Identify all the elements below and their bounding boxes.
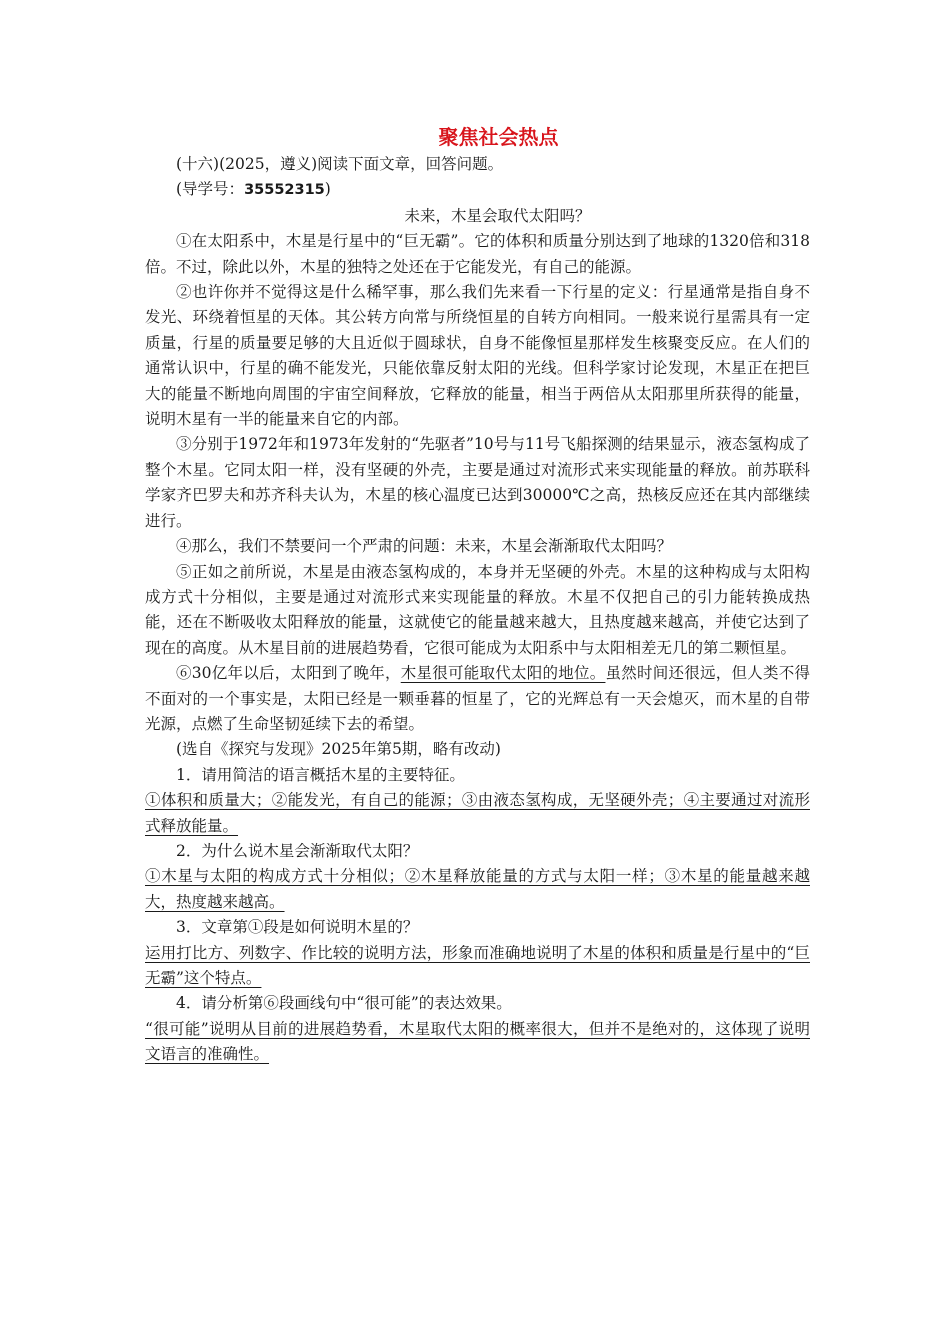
source-citation: (选自《探究与发现》2025年第5期，略有改动) (176, 740, 501, 759)
question-4: 4．请分析第⑥段画线句中“很可能”的表达效果。 (176, 994, 512, 1013)
paragraph-6 (145, 661, 810, 737)
question-text: 文章第①段是如何说明木星的？ (201, 918, 419, 937)
question-number: 1 (176, 765, 186, 784)
question-text: 为什么说木星会渐渐取代太阳？ (201, 841, 419, 860)
answer-1 (145, 788, 810, 839)
guide-number-line (145, 177, 810, 203)
worksheet-page (145, 122, 810, 1068)
question-1: 1．请用简洁的语言概括木星的主要特征。 (176, 765, 465, 784)
answer-text: “很可能”说明从目前的进展趋势看，木星取代太阳的概率很大，但并不是绝对的，这体现了说明文语言的准确性。 (145, 1019, 810, 1064)
answer-text: ①体积和质量大；②能发光，有自己的能源；③由液态氢构成，无坚硬外壳；④主要通过对流形式释放能量。 (145, 791, 810, 835)
page-title: 聚焦社会热点 (438, 125, 559, 149)
paragraph-4: ④那么，我们不禁要问一个严肃的问题：未来，木星会渐渐取代太阳吗？ (176, 537, 673, 556)
question-3: 3．文章第①段是如何说明木星的？ (176, 918, 419, 937)
underlined-sentence: 木星很可能取代太阳的地位。 (400, 664, 606, 683)
paragraph-2: ②也许你并不觉得这是什么稀罕事，那么我们先来看一下行星的定义：行星通常是指自身不发光、环绕着恒星的天体。其公转方向常与所绕恒星的自转方向相同。一般来说行星需具有一定质量，行星的质量要足够的大且近似于圆球状，自身不能像恒星那样发生核聚变反应。在人们的通常认识中，行星的确不能发光，只能依靠反射太阳的光线。但科学家讨论发现，木星正在把巨大的能量不断地向周围的宇宙空间释放，它释放的能量，相当于两倍从太阳那里所获得的能量，说明木星有一半的能量来自它的内部。 (145, 283, 810, 429)
answer-text: 运用打比方、列数字、作比较的说明方法，形象而准确地说明了木星的体积和质量是行星中的“巨无霸”这个特点。 (145, 943, 810, 987)
paragraph-3: ③分别于1972年和1973年发射的“先驱者”10号与11号飞船探测的结果显示，液态氢构成了整个木星。它同太阳一样，没有坚硬的外壳，主要是通过对流形式来实现能量的释放。前苏联科学家齐巴罗夫和苏齐科夫认为，木星的核心温度已达到30000℃之高，热核反应还在其内部继续进行。 (145, 435, 810, 530)
article-title: 未来，木星会取代太阳吗？ (404, 206, 591, 225)
question-text: 请用简洁的语言概括木星的主要特征。 (201, 765, 465, 784)
answer-2 (145, 864, 810, 915)
paragraph-6-before: ⑥30亿年以后，太阳到了晚年， (176, 664, 401, 683)
answer-3 (145, 941, 810, 992)
question-2: 2．为什么说木星会渐渐取代太阳？ (176, 841, 419, 860)
paragraph-1: ①在太阳系中，木星是行星中的“巨无霸”。它的体积和质量分别达到了地球的1320倍和318倍。不过，除此以外，木星的独特之处还在于它能发光，有自己的能源。 (145, 232, 810, 276)
question-number: 3 (176, 918, 186, 937)
answer-4 (145, 1017, 810, 1068)
guide-number: 35552315 (244, 182, 325, 199)
question-number: 2 (176, 841, 186, 860)
guide-prefix: (导学号： (176, 180, 245, 199)
guide-suffix: ) (324, 180, 331, 199)
intro-line: (十六)(2025，遵义)阅读下面文章，回答问题。 (176, 155, 504, 173)
answer-text: ①木星与太阳的构成方式十分相似；②木星释放能量的方式与太阳一样；③木星的能量越来越大，热度越来越高。 (145, 867, 810, 911)
question-number: 4 (176, 994, 186, 1013)
paragraph-6-after: 虽然时间还很远，但人类不得不面对的一个事实是，太阳已经是一颗垂暮的恒星了，它的光辉总有一天会熄灭，而木星的自带光源，点燃了生命坚韧延续下去的希望。 (145, 664, 810, 733)
paragraph-5: ⑤正如之前所说，木星是由液态氢构成的，本身并无坚硬的外壳。木星的这种构成与太阳构成方式十分相似，主要是通过对流形式来实现能量的释放。木星不仅把自己的引力能转换成热能，还在不断吸收太阳释放的能量，这就使它的能量越来越大，且热度越来越高，并使它达到了现在的高度。从木星目前的进展趋势看，它很可能成为太阳系中与太阳相差无几的第二颗恒星。 (145, 562, 810, 657)
question-text: 请分析第⑥段画线句中“很可能”的表达效果。 (201, 994, 512, 1013)
